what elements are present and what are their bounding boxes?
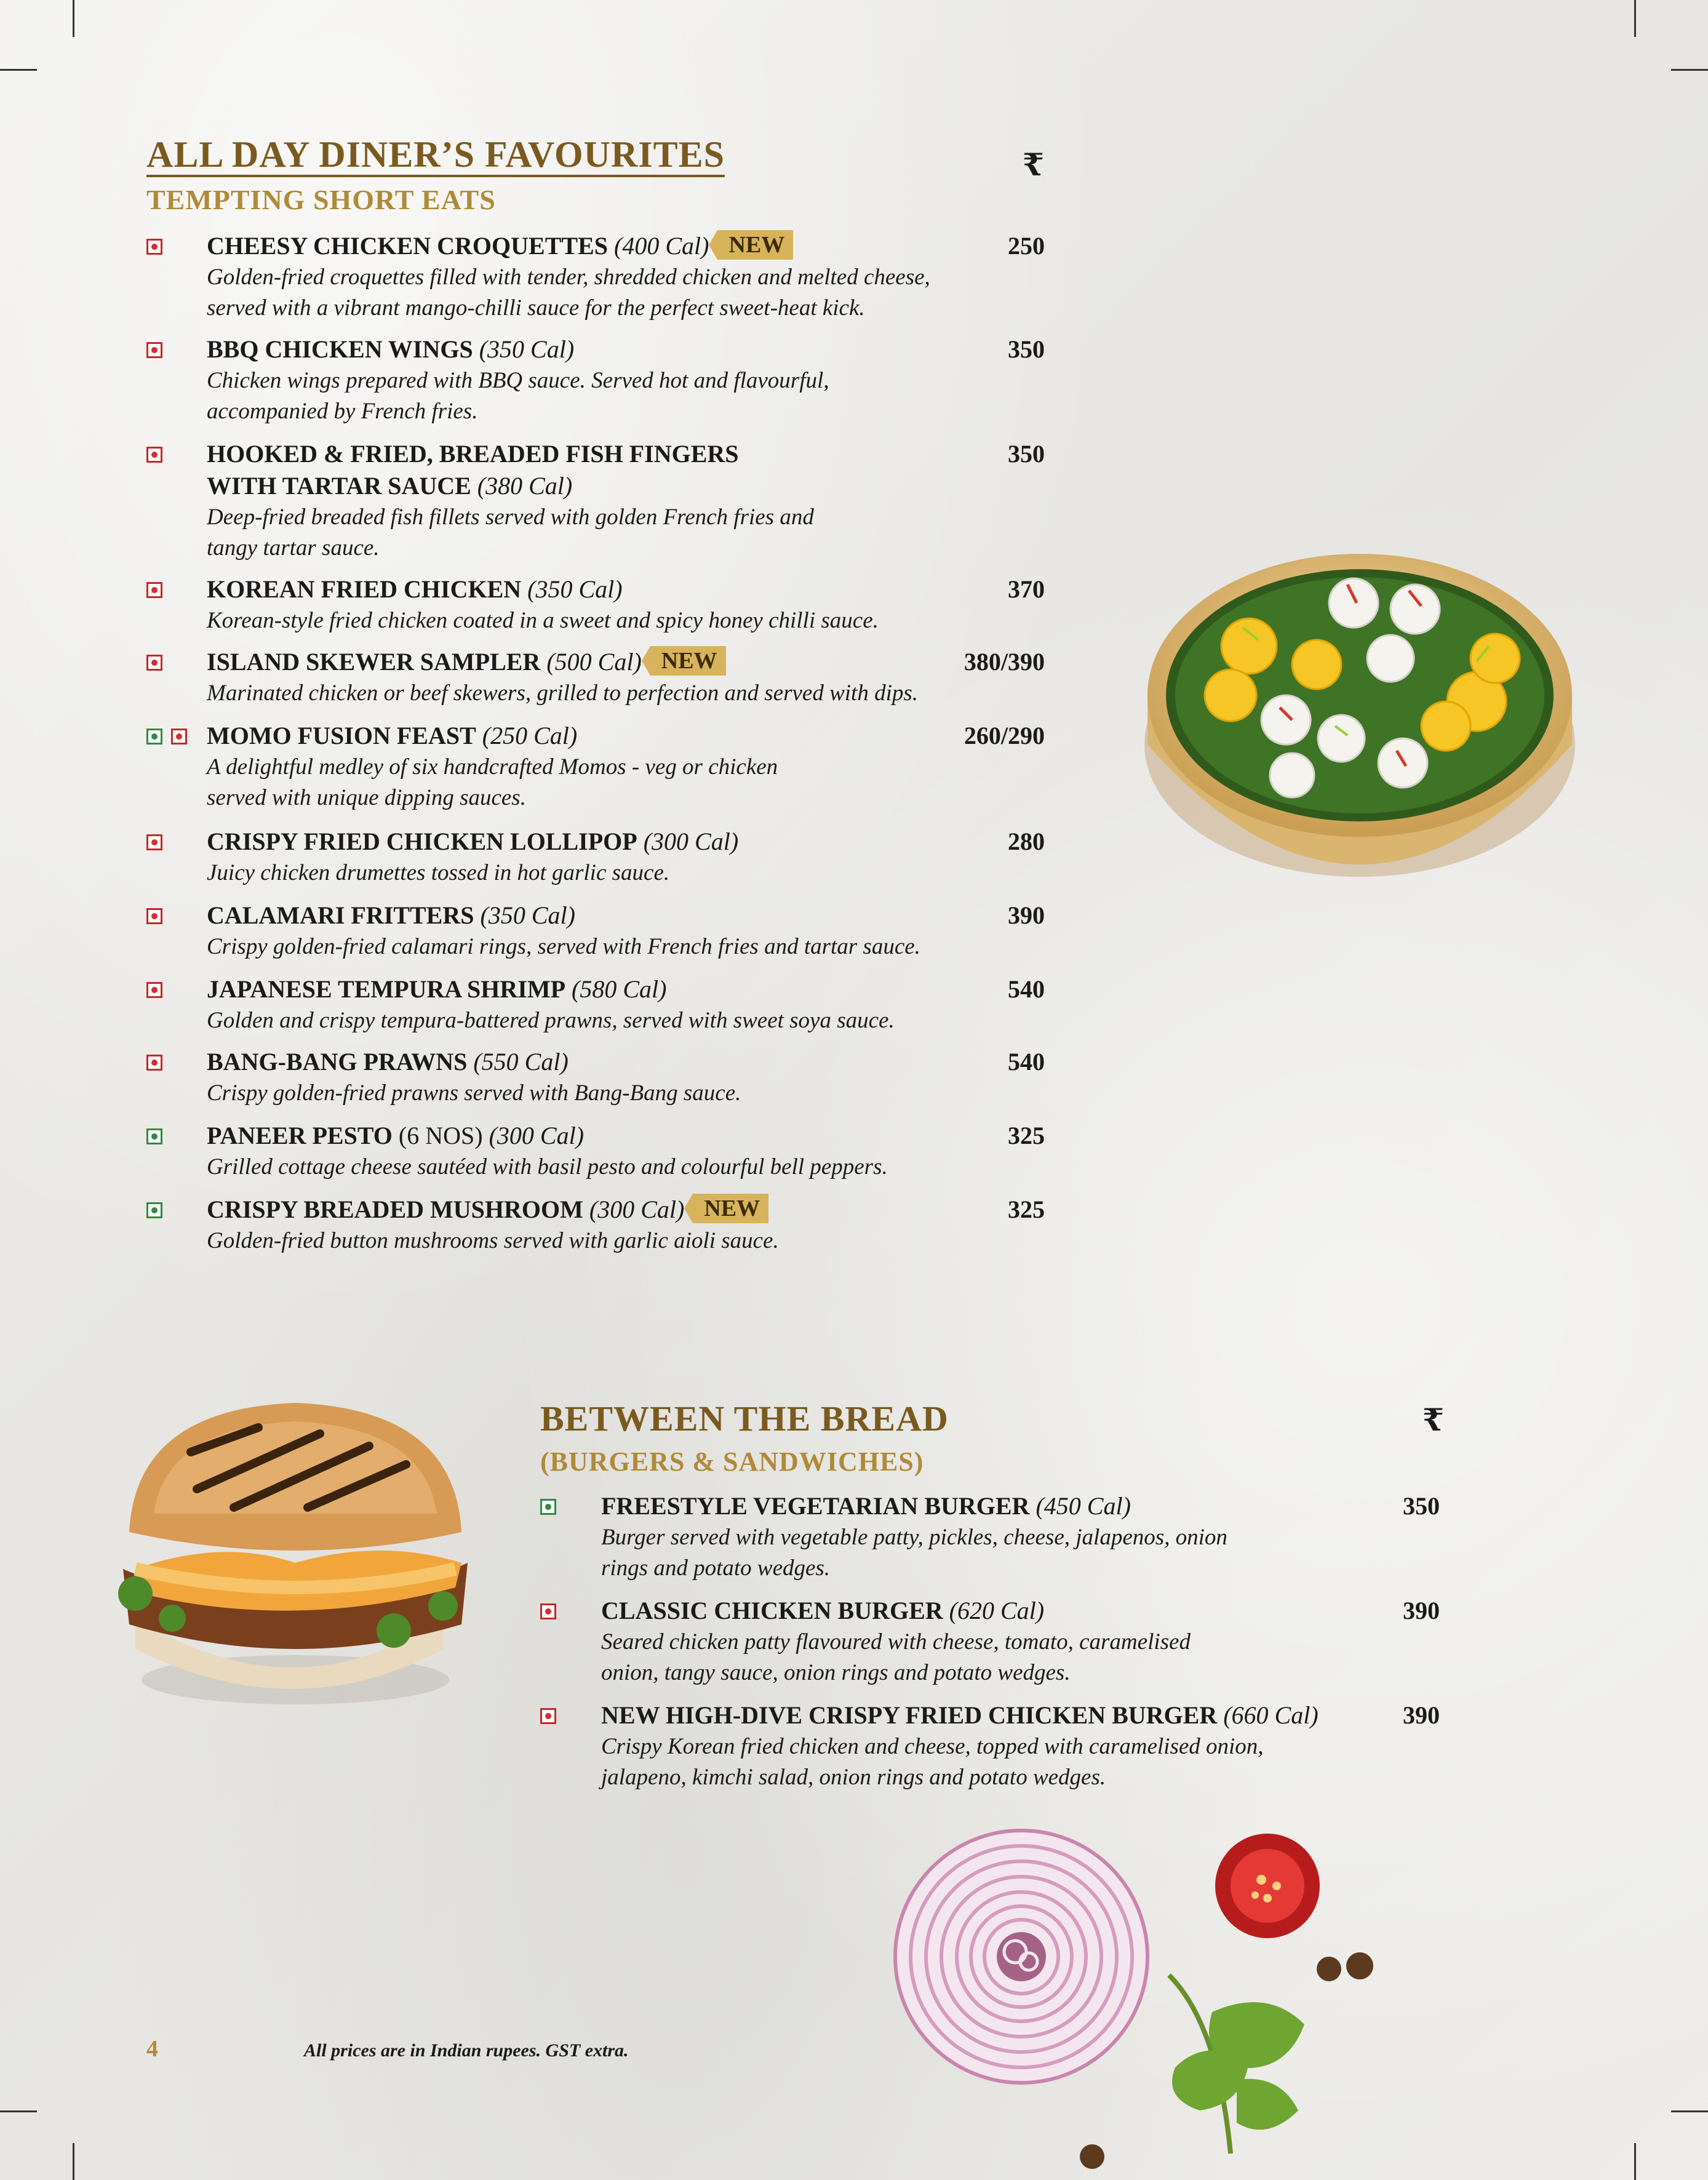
crop-mark	[0, 2110, 37, 2112]
currency-symbol: ₹	[1023, 148, 1044, 182]
menu-item-price: 390	[1008, 901, 1045, 929]
chicken-burger-photo	[98, 1384, 492, 1717]
new-badge: NEW	[650, 646, 726, 676]
menu-item-calories: (550 Cal)	[467, 1048, 569, 1076]
menu-item-name: HOOKED & FRIED, BREADED FISH FINGERS	[207, 440, 739, 468]
menu-item-name: JAPANESE TEMPURA SHRIMP	[207, 975, 566, 1003]
menu-item-calories: (300 Cal)	[637, 828, 739, 855]
menu-item-description: Marinated chicken or beef skewers, grilled to perfection and served with dips.	[207, 681, 919, 706]
chilli-slice-photo	[1206, 1827, 1329, 1944]
menu-item-description: rings and potato wedges.	[601, 1555, 831, 1581]
momo-steamer-photo	[1132, 541, 1587, 886]
menu-item-description: Grilled cottage cheese sautéed with basil pesto and colourful bell peppers.	[207, 1154, 888, 1180]
menu-item-price: 540	[1008, 975, 1045, 1003]
menu-item-calories: (350 Cal)	[474, 901, 575, 929]
page-number: 4	[146, 2036, 158, 2062]
menu-item-calories: (620 Cal)	[943, 1597, 1045, 1624]
section-subtitle: TEMPTING SHORT EATS	[146, 184, 496, 215]
menu-item-price: 390	[1403, 1701, 1440, 1729]
menu-item-price: 380/390	[964, 648, 1045, 676]
section-title: ALL DAY DINER’S FAVOURITES	[146, 134, 725, 177]
menu-item-description: Crispy golden-fried prawns served with Bang-Bang sauce.	[207, 1080, 741, 1106]
menu-item-description: Burger served with vegetable patty, pickles, cheese, jalapenos, onion	[601, 1525, 1227, 1550]
crop-mark	[73, 2143, 74, 2180]
menu-item-name: NEW HIGH-DIVE CRISPY FRIED CHICKEN BURGER	[601, 1701, 1218, 1729]
menu-item-price: 350	[1403, 1492, 1440, 1520]
non-veg-mark-icon	[540, 1708, 556, 1724]
menu-item-description: Crispy golden-fried calamari rings, served with French fries and tartar sauce.	[207, 934, 920, 959]
menu-item-description: jalapeno, kimchi salad, onion rings and potato wedges.	[601, 1765, 1106, 1790]
menu-item-price: 325	[1008, 1122, 1045, 1149]
menu-item-calories: (580 Cal)	[565, 975, 667, 1003]
currency-symbol: ₹	[1423, 1403, 1444, 1437]
menu-item-name-line	[601, 1699, 1319, 1731]
menu-item-price: 325	[1008, 1196, 1045, 1223]
menu-item-description: Korean-style fried chicken coated in a sweet and spicy honey chilli sauce.	[207, 608, 879, 633]
menu-item-name: MOMO FUSION FEAST	[207, 722, 476, 749]
menu-item-name: KOREAN FRIED CHICKEN	[207, 575, 522, 603]
crop-mark	[1634, 0, 1636, 37]
menu-item-description: Golden-fried button mushrooms served with garlic aioli sauce.	[207, 1228, 779, 1253]
menu-item-name-line	[601, 1490, 1131, 1522]
menu-item-calories: (380 Cal)	[471, 472, 573, 500]
menu-item-price: 280	[1008, 828, 1045, 855]
menu-item-quantity: (6 NOS)	[392, 1122, 483, 1149]
menu-item-description: Juicy chicken drumettes tossed in hot garlic sauce.	[207, 860, 670, 885]
menu-item-description: Golden and crispy tempura-battered prawns, served with sweet soya sauce.	[207, 1008, 895, 1033]
menu-item-description: Deep-fried breaded fish fillets served with golden French fries and	[207, 505, 814, 530]
menu-item-name: PANEER PESTO	[207, 1122, 393, 1149]
menu-item-calories: (400 Cal)	[608, 232, 709, 260]
menu-item-description: onion, tangy sauce, onion rings and potato wedges.	[601, 1660, 1071, 1685]
menu-item-name: CALAMARI FRITTERS	[207, 901, 474, 929]
menu-item-name: CRISPY FRIED CHICKEN LOLLIPOP	[207, 828, 637, 855]
menu-item-price: 250	[1008, 232, 1045, 260]
menu-item-description: A delightful medley of six handcrafted Momos - veg or chicken	[207, 754, 778, 780]
menu-item-name: BBQ CHICKEN WINGS	[207, 335, 473, 363]
menu-item-price: 260/290	[964, 722, 1045, 749]
menu-item-price: 390	[1403, 1597, 1440, 1624]
coriander-leaf-photo	[1144, 1950, 1391, 2178]
menu-item-name-line	[601, 1595, 1044, 1627]
menu-item-name-continued: WITH TARTAR SAUCE	[207, 472, 471, 500]
menu-item-name: CHEESY CHICKEN CROQUETTES	[207, 232, 608, 260]
menu-item-name: ISLAND SKEWER SAMPLER	[207, 648, 541, 676]
menu-item-calories: (500 Cal)	[540, 648, 642, 676]
menu-item-description: Crispy Korean fried chicken and cheese, topped with caramelised onion,	[601, 1734, 1264, 1759]
onion-slice-photo	[886, 1821, 1157, 2092]
peppercorn-icon	[1077, 2141, 1107, 2172]
menu-item-description: Golden-fried croquettes filled with tender, shredded chicken and melted cheese,	[207, 265, 930, 290]
menu-item-calories: (350 Cal)	[521, 575, 623, 603]
menu-item-description: served with a vibrant mango-chilli sauce for the perfect sweet-heat kick.	[207, 295, 865, 321]
crop-mark	[1671, 2110, 1708, 2112]
new-badge: NEW	[693, 1194, 768, 1223]
menu-item-calories: (450 Cal)	[1029, 1492, 1131, 1520]
section-subtitle: (BURGERS & SANDWICHES)	[540, 1447, 924, 1477]
menu-item-calories: (250 Cal)	[476, 722, 578, 749]
menu-item-price: 540	[1008, 1048, 1045, 1076]
menu-item-description: Chicken wings prepared with BBQ sauce. Served hot and flavourful,	[207, 368, 829, 393]
section-title: BETWEEN THE BREAD	[540, 1399, 949, 1439]
menu-item-calories: (300 Cal)	[583, 1196, 685, 1223]
menu-item-calories: (350 Cal)	[473, 335, 575, 363]
footer-note: All prices are in Indian rupees. GST extra.	[304, 2040, 629, 2061]
menu-item-description: accompanied by French fries.	[207, 399, 478, 424]
menu-item-calories: (660 Cal)	[1217, 1701, 1319, 1729]
new-badge: NEW	[717, 230, 793, 260]
menu-item-name: FREESTYLE VEGETARIAN BURGER	[601, 1492, 1030, 1520]
menu-item-name: BANG-BANG PRAWNS	[207, 1048, 468, 1076]
menu-item-name: CRISPY BREADED MUSHROOM	[207, 1196, 583, 1223]
crop-mark	[1634, 2143, 1636, 2180]
menu-item-calories: (300 Cal)	[482, 1122, 585, 1149]
menu-item-description: Seared chicken patty flavoured with cheese, tomato, caramelised	[601, 1629, 1191, 1655]
menu-item-name: CLASSIC CHICKEN BURGER	[601, 1597, 943, 1624]
menu-item-price: 350	[1008, 440, 1045, 468]
menu-item-description: tangy tartar sauce.	[207, 535, 380, 561]
veg-mark-icon	[540, 1499, 556, 1515]
crop-mark	[1671, 69, 1708, 71]
menu-item-price: 350	[1008, 335, 1045, 363]
menu-item-description: served with unique dipping sauces.	[207, 785, 526, 810]
menu-item-price: 370	[1008, 575, 1045, 603]
non-veg-mark-icon	[540, 1603, 556, 1619]
